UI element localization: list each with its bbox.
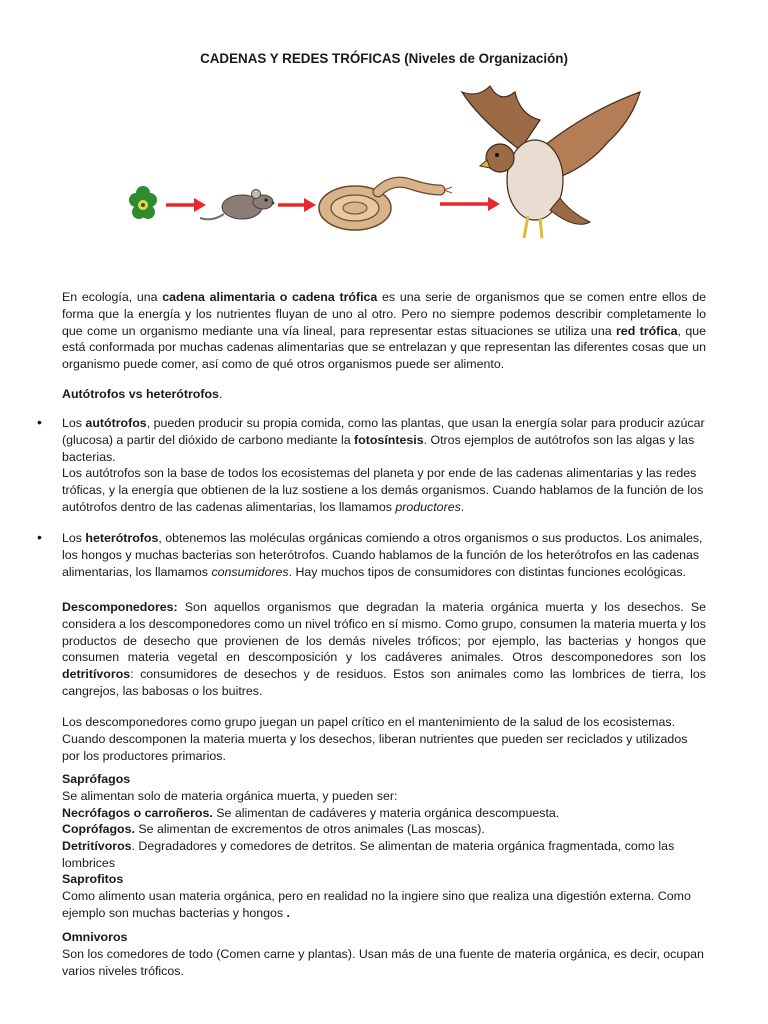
descomponedores-term: Descomponedores: bbox=[62, 600, 178, 614]
hawk-icon bbox=[462, 86, 640, 238]
autotrofos-item bbox=[62, 415, 706, 516]
intro-text: , que está conformada por muchas cadenas alimentarias que se entrelazan y que representan las diferentes cosas que un organismo puede comer, así como de qué otros organismos puede ser alimento. bbox=[62, 323, 707, 372]
autotrofos-text: . Otros ejemplos de autótrofos son las algas y las bacterias. bbox=[62, 432, 695, 464]
arrow-right-icon bbox=[166, 198, 206, 212]
omnivoros-text: Son los comedores de todo (Comen carne y plantas). Usan más de una fuente de materia orgánica, es decir, ocupan varios niveles tróficos. bbox=[62, 946, 704, 978]
saprofitos-section bbox=[62, 871, 706, 921]
autotrofos-text: . bbox=[460, 499, 465, 514]
heterotrofos-text: . Hay muchos tipos de consumidores con distintas funciones ecológicas. bbox=[288, 564, 686, 579]
intro-text: es una serie de organismos que se comen entre ellos de forma que la energía y los nutrientes fluyan de uno al otro. Pero no siempre podemos describir completamente lo que come un organismo mediante una vía lineal, para representar estas situaciones se utiliza una bbox=[62, 290, 706, 338]
page-title: CADENAS Y REDES TRÓFICAS (Niveles de Organización) bbox=[200, 51, 568, 66]
autotrofos-text: Los autótrofos son la base de todos los ecosistemas del planeta y por ende de las cadenas alimentarias y las redes tróficas, y la energía que obtienen de la luz sostiene a los demás organismos. Cuando hablamos de la función de los autótrofos dentro de las cadenas alimentarias, los llamamos bbox=[62, 466, 704, 514]
mouse-icon bbox=[200, 190, 275, 220]
autotrofos-text: , pueden producir su propia comida, como las plantas, que usan la energía solar para producir azúcar (glucosa) a partir del dióxido de carbono mediante la bbox=[62, 416, 705, 447]
descomponedores-paragraph bbox=[62, 599, 706, 700]
saprofitos-heading: Saprofitos bbox=[62, 872, 124, 886]
section-heading bbox=[62, 386, 706, 403]
detritivoros-term: Detritívoros bbox=[62, 839, 132, 854]
detritivoros-term: detritívoros bbox=[62, 667, 131, 682]
omnivoros-heading: Omnivoros bbox=[62, 930, 128, 944]
saprofitos-dot: . bbox=[283, 905, 290, 920]
saprofagos-section bbox=[62, 771, 706, 872]
omnivoros-section bbox=[62, 929, 706, 979]
necrofagos-term: Necrófagos o carroñeros. bbox=[62, 805, 213, 820]
detritivoros-text: . Degradadores y comedores de detritos. Se alimentan de materia orgánica fragmentada, como las lombrices bbox=[62, 839, 675, 870]
section-heading-dot: . bbox=[218, 387, 223, 401]
descomponedores-grupo-paragraph: Los descomponedores como grupo juegan un papel crítico en el mantenimiento de la salud de los ecosistemas. Cuando descomponen la materia muerta y los desechos, liberan nutrientes que pueden ser reciclados y utilizados por los productores primarios. bbox=[62, 715, 688, 763]
intro-term-red: red trófica bbox=[615, 323, 678, 338]
arrow-right-icon bbox=[278, 198, 316, 212]
autotrofos-term: autótrofos bbox=[85, 416, 147, 430]
food-chain-illustration bbox=[0, 80, 768, 270]
coprofagos-text: Se alimentan de excrementos de otros animales (Las moscas). bbox=[134, 822, 485, 837]
snake-icon bbox=[319, 182, 452, 230]
necrofagos-text: Se alimentan de cadáveres y materia orgánica descompuesta. bbox=[212, 805, 560, 820]
saprofitos-text: Como alimento usan materia orgánica, pero en realidad no la ingiere sino que realiza una digestión externa. Como ejemplo son muchas bacterias y hongos bbox=[62, 888, 691, 920]
heterotrofos-term: heterótrofos bbox=[85, 531, 159, 545]
intro-text: En ecología, una bbox=[62, 290, 163, 304]
section-heading-label: Autótrofos vs heterótrofos bbox=[62, 387, 219, 401]
plant-icon bbox=[129, 186, 157, 219]
productores-term: productores bbox=[395, 499, 461, 514]
heterotrofos-item bbox=[62, 530, 706, 580]
bullet-icon: • bbox=[37, 414, 42, 430]
bullet-icon: • bbox=[37, 529, 42, 545]
intro-paragraph bbox=[62, 289, 706, 373]
descomponedores-text: Son aquellos organismos que degradan la materia orgánica muerta y los desechos. Se considera a los descomponedores como un nivel trófico en sí mismo. Como grupo, consumen la materia muerta y los productos de desecho que provienen de los demás niveles tróficos; por ejemplo, las bacterias y hongos que consumen materia vegetal en descomposición y los cadáveres animales. Otros descomponedores son los bbox=[62, 600, 706, 665]
coprofagos-term: Coprófagos. bbox=[62, 822, 135, 837]
arrow-right-icon bbox=[440, 197, 500, 211]
fotosintesis-term: fotosíntesis bbox=[354, 432, 424, 447]
intro-term-cadena: cadena alimentaria o cadena trófica bbox=[162, 290, 378, 304]
saprofagos-heading: Saprófagos bbox=[62, 772, 131, 786]
autotrofos-text: Los bbox=[62, 416, 86, 430]
heterotrofos-text: , obtenemos las moléculas orgánicas comiendo a otros organismos o sus productos. Los animales, los hongos y muchas bacterias son heterótrofos. Cuando hablamos de la función de los heterótrofos en las cadenas alimentarias, los llamamos bbox=[62, 531, 703, 579]
saprofagos-line: Se alimentan solo de materia orgánica muerta, y pueden ser: bbox=[62, 788, 398, 803]
heterotrofos-text: Los bbox=[62, 531, 86, 545]
descomponedores-text: : consumidores de desechos y de residuos. Estos son animales como las lombrices de tierra, los cangrejos, las babosas o los buitres. bbox=[62, 667, 706, 698]
consumidores-term: consumidores bbox=[211, 564, 289, 579]
